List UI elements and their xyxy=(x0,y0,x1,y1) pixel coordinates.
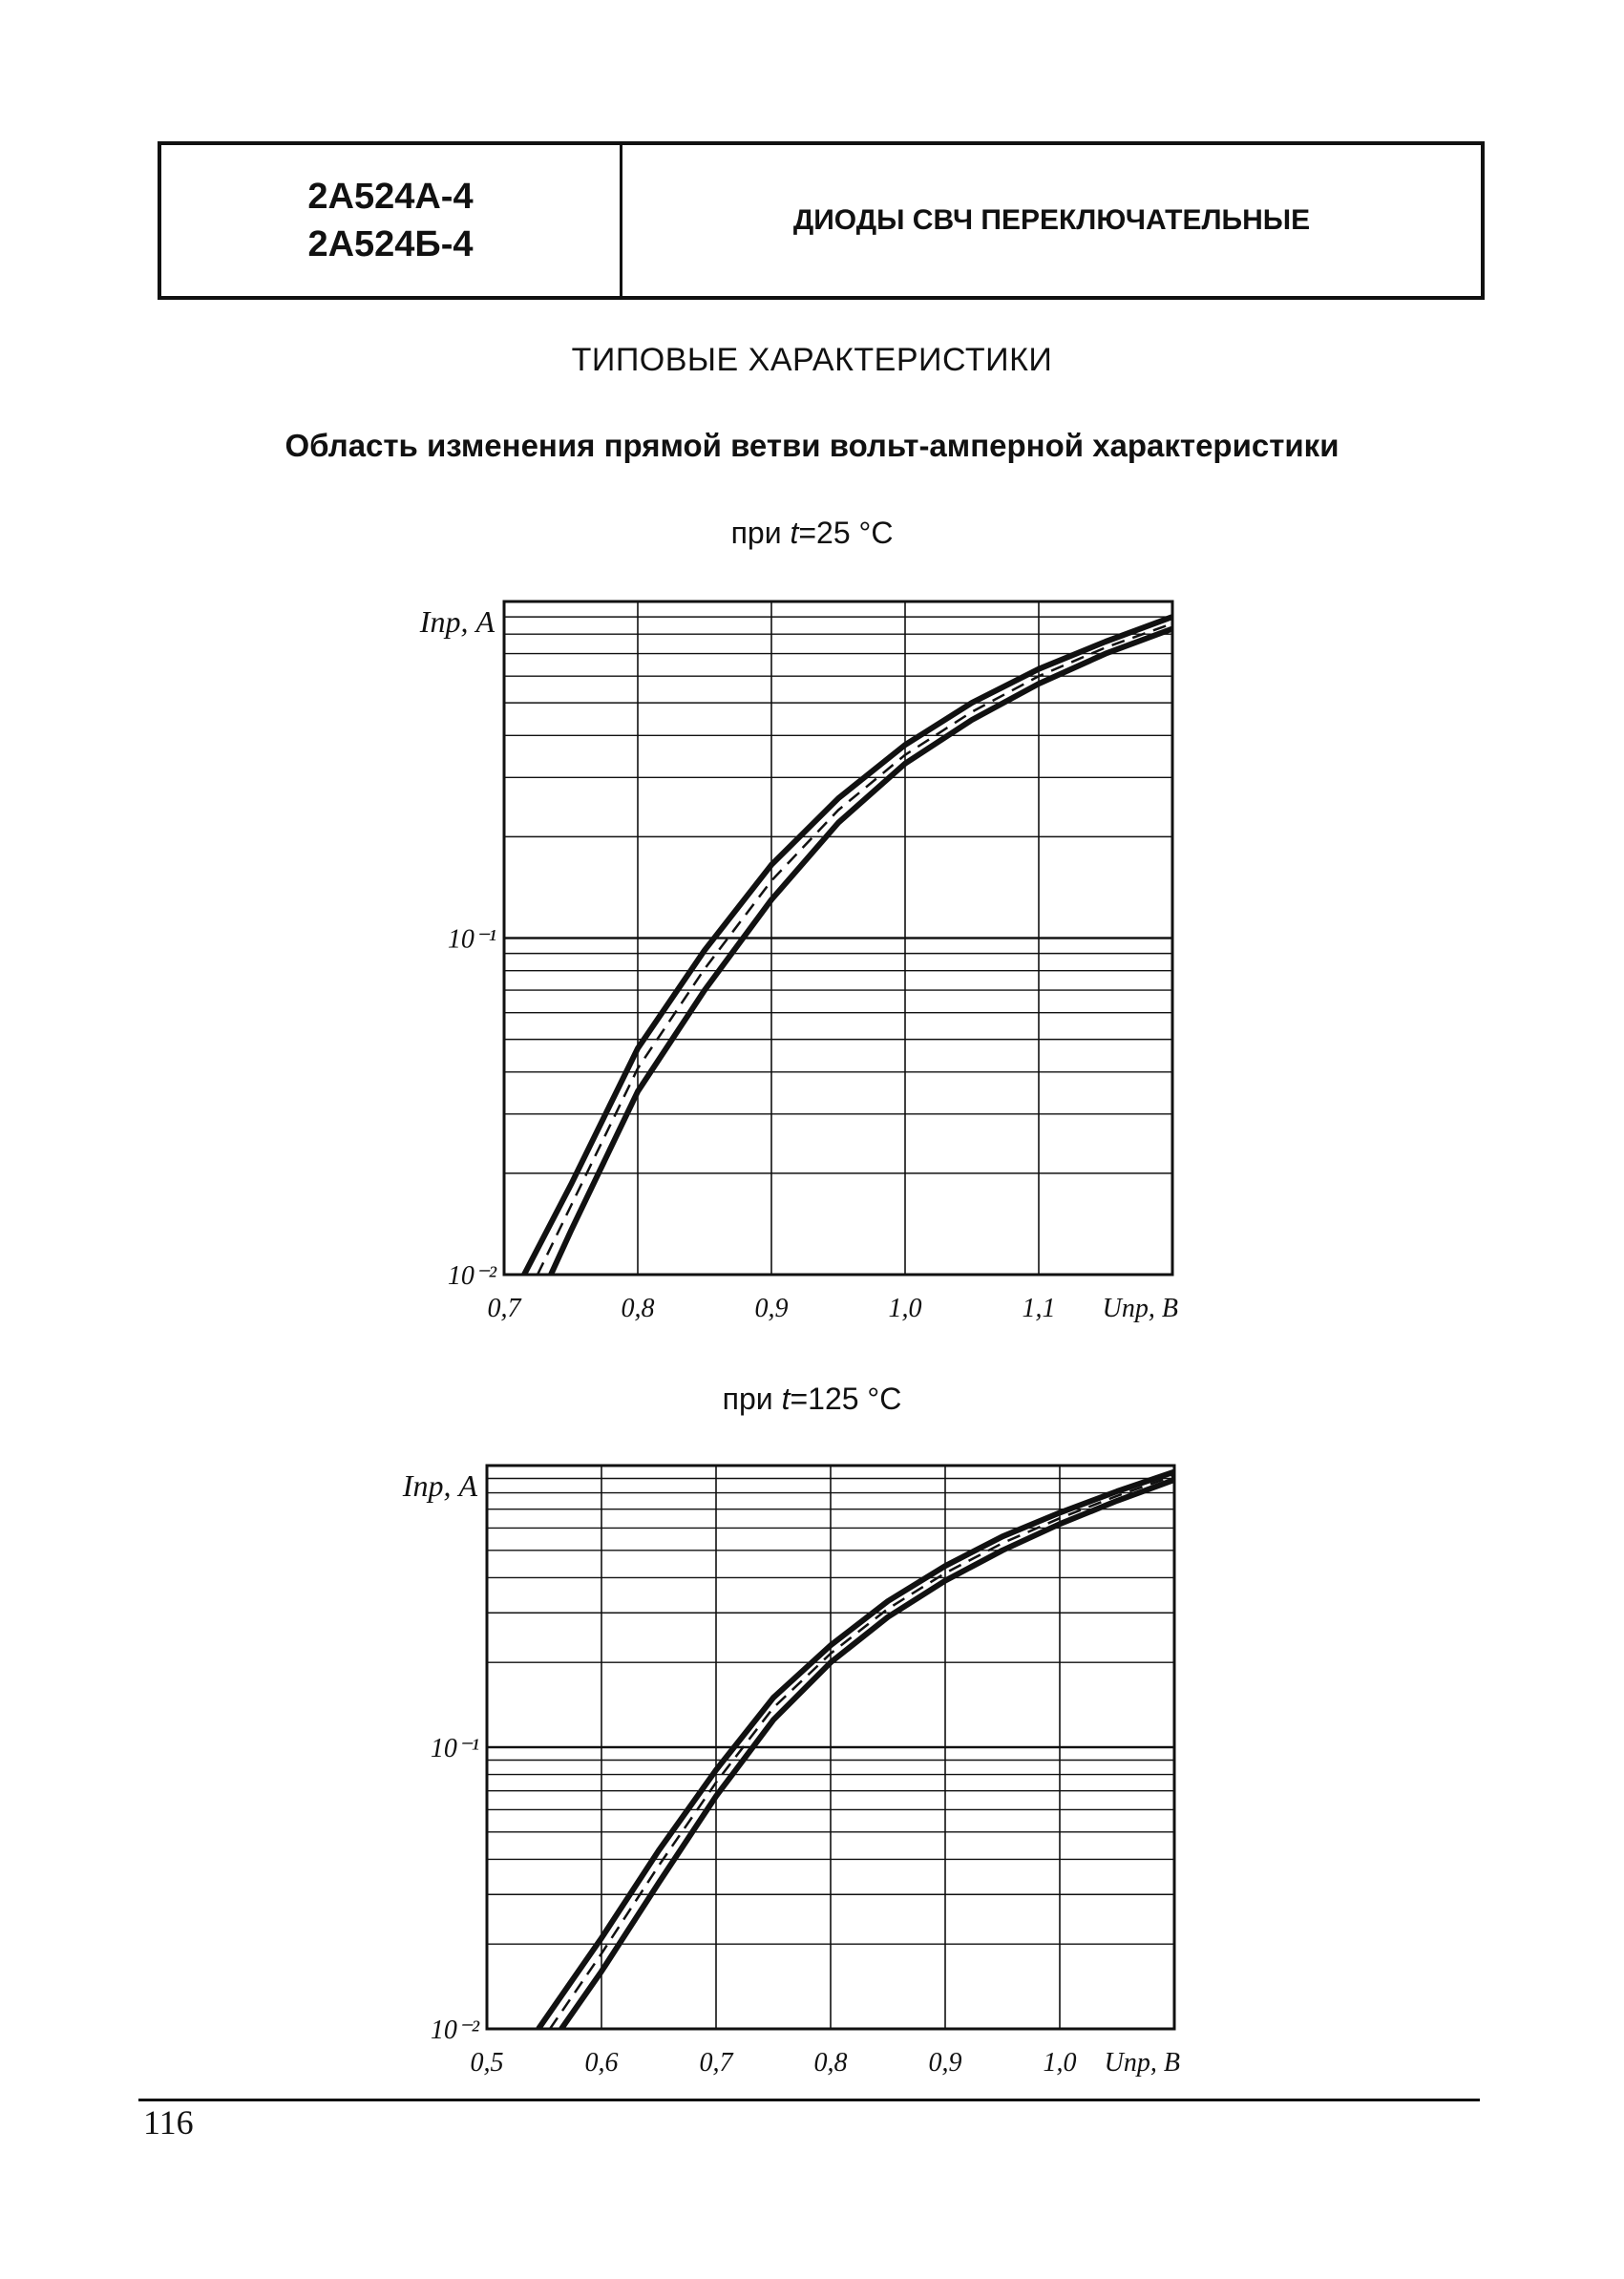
document-title: ДИОДЫ СВЧ ПЕРЕКЛЮЧАТЕЛЬНЫЕ xyxy=(792,204,1311,236)
x-axis-label: Uпр, В xyxy=(1104,2048,1180,2078)
x-tick-label: 1,0 xyxy=(1043,2048,1077,2078)
part-number-a: 2А524А-4 xyxy=(307,177,474,217)
page-number: 116 xyxy=(143,2103,194,2142)
x-tick-label: 0,9 xyxy=(928,2048,962,2078)
header-box xyxy=(158,141,1485,300)
x-tick-label: 0,5 xyxy=(470,2048,504,2078)
chart-subtitle: Область изменения прямой ветви вольт-амперной характеристики xyxy=(285,428,1339,463)
x-tick-label: 1,0 xyxy=(888,1294,922,1323)
grid xyxy=(504,601,1172,1275)
y-tick-label: 10⁻¹ xyxy=(447,924,496,955)
series-line-3-solid xyxy=(551,629,1172,1276)
chart1-condition xyxy=(0,516,1624,551)
x-axis-label: Uпр, В xyxy=(1102,1294,1178,1323)
chart2-condition-var: t xyxy=(781,1382,791,1416)
x-tick-label: 0,8 xyxy=(813,2048,848,2078)
series-group xyxy=(538,1472,1174,2029)
chart-25c xyxy=(353,592,1203,1337)
chart1-condition-var: t xyxy=(790,516,799,550)
x-tick-label: 0,7 xyxy=(699,2048,733,2078)
y-axis-label: Iпр, А xyxy=(402,1468,477,1503)
x-tick-label: 0,9 xyxy=(754,1294,789,1323)
part-numbers xyxy=(161,145,622,296)
series-group xyxy=(524,617,1172,1275)
footer-rule xyxy=(138,2099,1480,2101)
series-line-2-dashed xyxy=(550,1476,1174,2029)
chart2-condition-value: =125 °C xyxy=(790,1382,902,1416)
chart2-condition-prefix: при xyxy=(722,1382,782,1416)
section-title: ТИПОВЫЕ ХАРАКТЕРИСТИКИ xyxy=(571,342,1053,378)
grid xyxy=(487,1466,1174,2029)
y-tick-label: 10⁻¹ xyxy=(430,1734,479,1763)
chart1-condition-prefix: при xyxy=(730,516,791,550)
series-line-3-solid xyxy=(561,1480,1174,2029)
y-tick-label: 10⁻² xyxy=(430,2015,479,2045)
series-line-2-dashed xyxy=(538,623,1172,1275)
y-axis-label: Iпр, А xyxy=(419,604,495,639)
chart1-condition-value: =25 °C xyxy=(798,516,894,550)
chart2-condition xyxy=(0,1382,1624,1417)
x-tick-label: 1,1 xyxy=(1022,1294,1056,1323)
series-line-1-solid xyxy=(524,617,1172,1275)
series-line-1-solid xyxy=(538,1472,1174,2029)
chart-125c xyxy=(353,1456,1203,2105)
part-number-b: 2А524Б-4 xyxy=(307,224,474,264)
x-tick-label: 0,7 xyxy=(487,1294,521,1323)
x-tick-label: 0,8 xyxy=(621,1294,655,1323)
x-tick-label: 0,6 xyxy=(584,2048,619,2078)
y-tick-label: 10⁻² xyxy=(447,1261,496,1291)
